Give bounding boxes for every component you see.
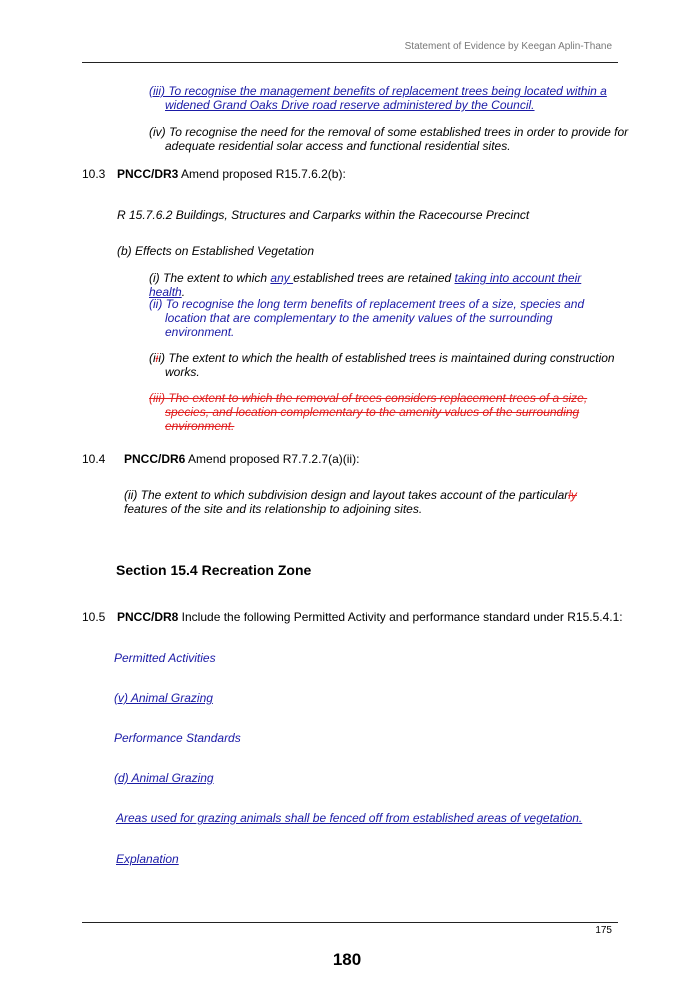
submission-code: PNCC/DR8 — [117, 610, 179, 624]
submission-code: PNCC/DR3 — [117, 167, 179, 181]
section-10-3-line: PNCC/DR3 Amend proposed R15.7.6.2(b): — [117, 167, 346, 181]
permitted-activities-heading: Permitted Activities — [114, 651, 216, 665]
section-heading: Section 15.4 Recreation Zone — [116, 562, 312, 578]
animal-grazing-activity: (v) Animal Grazing — [114, 691, 213, 705]
section-number: 10.4 — [82, 452, 106, 466]
rule-title: R 15.7.6.2 Buildings, Structures and Carparks within the Racecourse Precinct — [117, 208, 530, 222]
footer-rule — [82, 922, 618, 923]
header-rule — [82, 62, 618, 63]
page-number: 175 — [595, 925, 612, 936]
grazing-fencing-text: Areas used for grazing animals shall be fenced off from established areas of vegetation. — [116, 811, 583, 825]
clause-iv-removal: (iv) To recognise the need for the removal of some established trees in order to provide for adequate residential solar access and functional residential sites. — [149, 125, 629, 153]
clause-iii-health: (iii) The extent to which the health of established trees is maintained during construction works. — [149, 351, 615, 379]
document-page-number: 180 — [332, 950, 362, 969]
clause-iii-replacement-trees: (iii) To recognise the management benefits of replacement trees being located within a widened Grand Oaks Drive road reserve administered by the Council. — [149, 84, 607, 112]
clause-i-retained: (i) The extent to which any established trees are retained taking into account their health. — [149, 271, 582, 299]
animal-grazing-standard: (d) Animal Grazing — [114, 771, 214, 785]
submission-code: PNCC/DR6 — [124, 452, 186, 466]
performance-standards-heading: Performance Standards — [114, 731, 241, 745]
page-header-title: Statement of Evidence by Keegan Aplin-Thane — [404, 41, 612, 52]
explanation-heading: Explanation — [116, 852, 179, 866]
section-10-4-line: PNCC/DR6 Amend proposed R7.7.2.7(a)(ii): — [124, 452, 360, 466]
subclause-b-heading: (b) Effects on Established Vegetation — [117, 244, 315, 258]
section-number: 10.5 — [82, 610, 106, 624]
section-number: 10.3 — [82, 167, 106, 181]
subdivision-clause: (ii) The extent to which subdivision design and layout takes account of the particularly features of the site and its relationship to adjoining sites. — [124, 488, 577, 516]
clause-iii-deleted: (iii) The extent to which the removal of trees considers replacement trees of a size, species, and location complementary to the amenity values of the surrounding environment. — [149, 391, 588, 433]
clause-ii-long-term-benefits: (ii) To recognise the long term benefits of replacement trees of a size, species and location that are complementary to the amenity values of the surrounding environment. — [149, 297, 585, 339]
section-10-5-line: PNCC/DR8 Include the following Permitted Activity and performance standard under R15.5.4.1: — [117, 610, 623, 624]
